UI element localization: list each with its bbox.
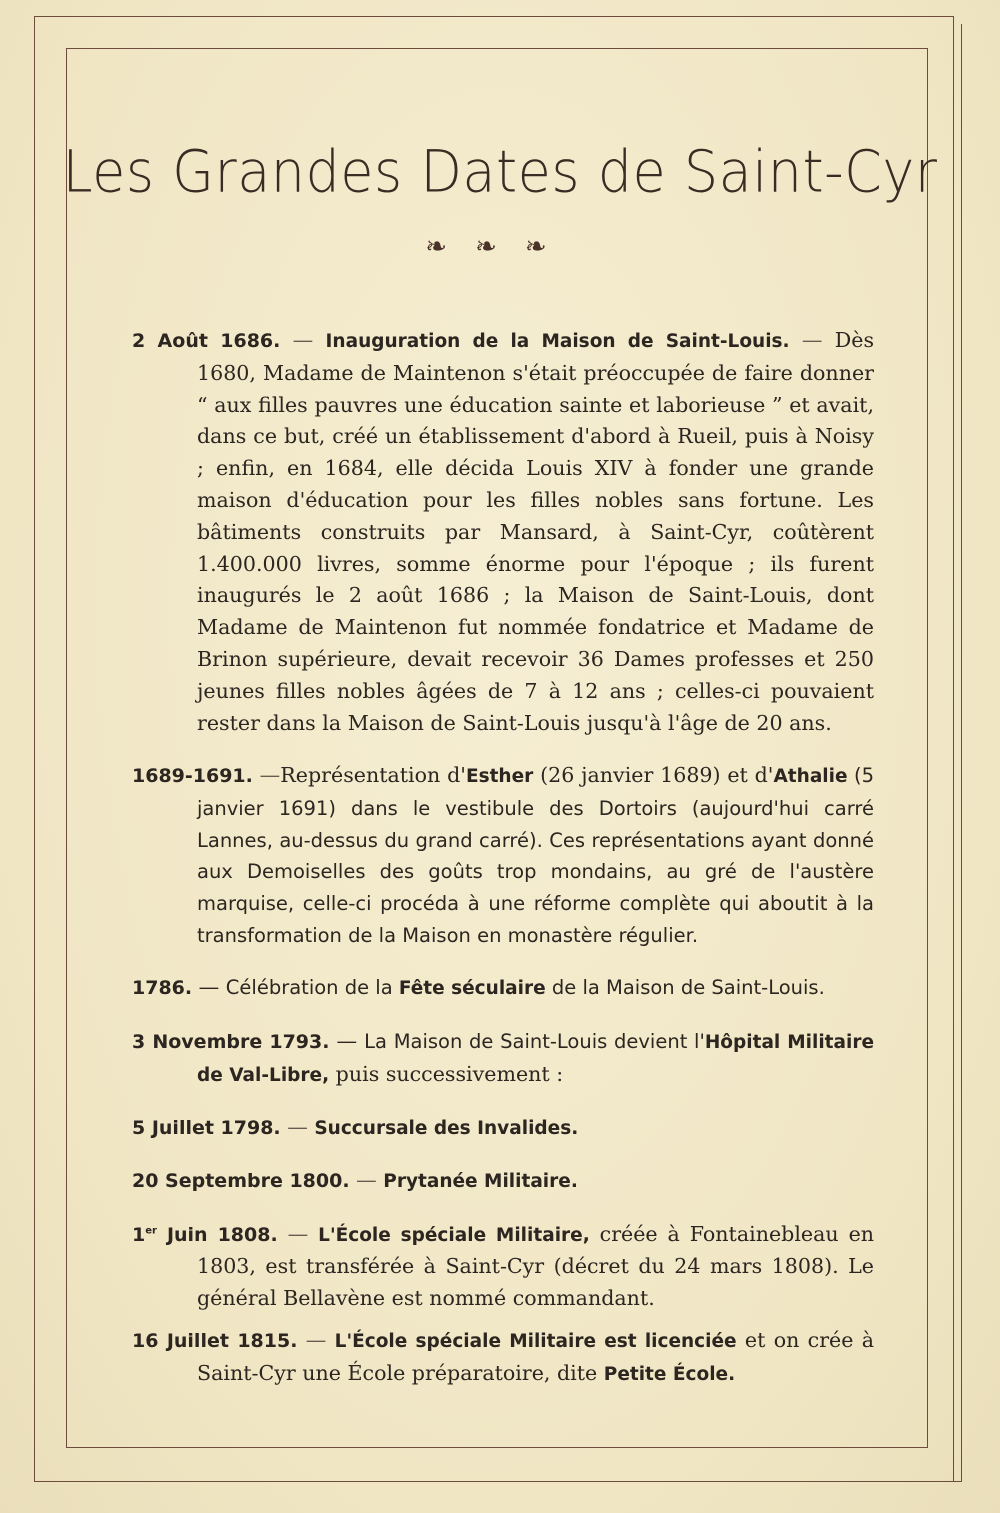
entry-heading: L'École spéciale Militaire est licenciée [334,1331,737,1353]
ornament-icon: ❧ [475,232,525,262]
date-rest: Juin 1808. [156,1223,278,1246]
entry-heading-esther: Esther [465,765,534,787]
entry-date [132,1224,278,1246]
entry-text: La Maison de Saint-Louis devient l' [364,1029,705,1053]
entry-date: 2 Août 1686. [132,330,281,352]
entry-heading: Inauguration de la Maison de Saint-Louis. [325,331,790,352]
date-day: 1 [132,1223,146,1246]
entry-heading-athalie: Athalie [773,765,848,787]
entry-1800 [132,1165,874,1198]
entry-text: et on crée à Saint-Cyr une École préparatoire, dite [197,1328,875,1385]
entry-1686 [132,325,874,739]
entry-heading: Hôpital Militaire de Val-Libre, [197,1031,874,1086]
entry-text: (5 janvier 1691) dans le vestibule des Dortoirs (aujourd'hui carré Lannes, au-dessus du grand carré). Ces représentations ayant donné aux Demoiselles des goûts trop mondains, au gré de l'austère marquise, celle-ci procéda à une réforme complète qui aboutit à la transformation de la Maison en monastère régulier. [197,763,875,947]
entry-1808 [132,1219,874,1315]
entry-text: puis successivement : [329,1061,564,1086]
entry-heading: L'École spéciale Militaire, [318,1224,590,1246]
entry-1689-1691 [132,760,874,952]
entry-1815 [132,1325,874,1391]
entry-date: 5 Juillet 1798. [132,1116,281,1139]
ornament-row [0,232,1000,262]
dash: — [287,1221,319,1246]
entry-1798 [132,1112,874,1145]
entry-date: 20 Septembre 1800. [132,1170,350,1193]
entry-text: de la Maison de Saint-Louis. [545,976,825,1000]
entry-date: 3 Novembre 1793. [132,1030,330,1053]
dash: — [252,762,281,787]
entry-text: créée à Fontainebleau en 1803, est transférée à Saint-Cyr (décret du 24 mars 1808). Le général Bellavène est nommé commandant. [197,1221,875,1311]
ornament-icon: ❧ [425,232,476,262]
entry-date: 1689-1691. [132,764,253,787]
entry-1793 [132,1026,874,1092]
entry-text: Célébration de la [225,976,399,1000]
dash: — [356,1168,384,1193]
dash: — [287,1114,315,1139]
dash: — [336,1028,365,1053]
page-title: Les Grandes Dates de Saint-Cyr [62,137,938,206]
date-ordinal: er [145,1225,157,1237]
entry-1786 [132,972,874,1005]
entry-heading: Fête séculaire [398,978,546,1000]
entry-text: Dès 1680, Madame de Maintenon s'était préoccupée de faire donner “ aux filles pauvres une éducation sainte et laborieuse ” et avait, dans ce but, créé un établissement d'abord à Rueil, puis à Noisy ; enfin, en 1684, elle décida Louis XIV à fonder une grande maison d'éducation pour les filles nobles sans fortune. Les bâtiments construits par Mansard, à Saint-Cyr, coûtèrent 1.400.000 livres, somme énorme pour l'époque ; ils furent inaugurés le 2 août 1686 ; la Maison de Saint-Louis, dont Madame de Maintenon fut nommée fondatrice et Madame de Brinon supérieure, devait recevoir 36 Dames professes et 250 jeunes filles nobles âgées de 7 à 12 ans ; celles-ci pouvaient rester dans la Maison de Saint-Louis jusqu'à l'âge de 20 ans. [197,328,875,735]
entry-text: (26 janvier 1689) et d' [533,762,774,787]
entry-heading: Succursale des Invalides. [314,1117,579,1139]
dash: — [297,1328,335,1353]
dates-list [132,325,874,1393]
entry-text: Représentation d' [280,762,466,787]
dash: — [198,975,226,1000]
ornament-icon: ❧ [524,232,575,262]
dash: — [801,328,835,352]
entry-heading-petite-ecole: Petite École. [603,1363,736,1385]
entry-heading: Prytanée Militaire. [383,1171,578,1193]
dash: — [292,328,326,352]
entry-date: 1786. [132,977,193,1000]
entry-date: 16 Juillet 1815. [132,1330,298,1353]
